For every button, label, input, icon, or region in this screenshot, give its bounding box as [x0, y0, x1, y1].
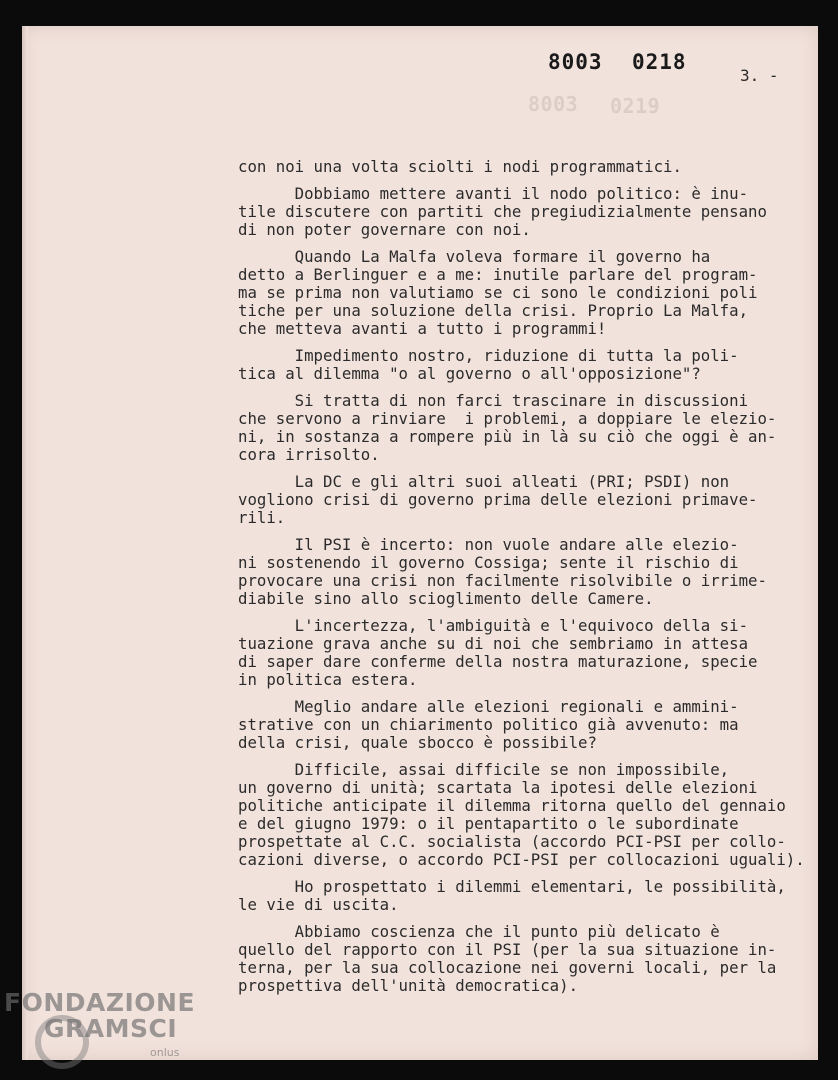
- text-line: L'incertezza, l'ambiguità e l'equivoco della si-: [238, 616, 749, 635]
- bleed-through-number-left: 8003: [528, 92, 579, 116]
- text-line: un governo di unità; scartata la ipotesi delle elezioni: [238, 778, 758, 797]
- watermark-line-1: FONDAZIONE: [4, 988, 196, 1017]
- text-line: di non poter governare con noi.: [238, 220, 531, 239]
- text-line: della crisi, quale sbocco è possibile?: [238, 733, 597, 752]
- text-line: Dobbiamo mettere avanti il nodo politico: è inu-: [238, 184, 749, 203]
- paragraph: [238, 185, 814, 239]
- text-line: quello del rapporto con il PSI (per la sua situazione in-: [238, 940, 777, 959]
- paragraph: [238, 248, 814, 338]
- text-line: prospettiva dell'unità democratica).: [238, 976, 579, 995]
- text-line: ma se prima non valutiamo se ci sono le condizioni poli: [238, 283, 758, 302]
- text-line: ni sostenendo il governo Cossiga; sente il rischio di: [238, 553, 739, 572]
- text-line: Impedimento nostro, riduzione di tutta la poli-: [238, 346, 739, 365]
- text-line: Ho prospettato i dilemmi elementari, le possibilità,: [238, 877, 786, 896]
- text-line: cora irrisolto.: [238, 445, 380, 464]
- paragraph: [238, 923, 814, 995]
- text-line: terna, per la sua collocazione nei governi locali, per la: [238, 958, 777, 977]
- text-line: Si tratta di non farci trascinare in discussioni: [238, 391, 749, 410]
- paragraph: [238, 158, 814, 176]
- text-line: ni, in sostanza a rompere più in là su ciò che oggi è an-: [238, 427, 777, 446]
- bleed-through-number-right: 0219: [610, 94, 661, 118]
- watermark-line-3: onlus: [150, 1046, 180, 1059]
- text-line: tica al dilemma "o al governo o all'opposizione"?: [238, 364, 701, 383]
- text-line: che servono a rinviare i problemi, a doppiare le elezio-: [238, 409, 777, 428]
- text-line: in politica estera.: [238, 670, 418, 689]
- text-line: le vie di uscita.: [238, 895, 399, 914]
- text-line: strative con un chiarimento politico già avvenuto: ma: [238, 715, 739, 734]
- text-line: Abbiamo coscienza che il punto più delicato è: [238, 922, 720, 941]
- text-line: detto a Berlinguer e a me: inutile parlare del program-: [238, 265, 758, 284]
- text-line: Difficile, assai difficile se non impossibile,: [238, 760, 730, 779]
- text-line: tiche per una soluzione della crisi. Proprio La Malfa,: [238, 301, 749, 320]
- text-line: Il PSI è incerto: non vuole andare alle elezio-: [238, 535, 739, 554]
- text-line: prospettate al C.C. socialista (accordo PCI-PSI per collo-: [238, 832, 786, 851]
- text-line: Quando La Malfa voleva formare il governo ha: [238, 247, 711, 266]
- text-line: e del giugno 1979: o il pentapartito o le subordinate: [238, 814, 739, 833]
- paragraph: [238, 392, 814, 464]
- text-line: vogliono crisi di governo prima delle elezioni primave-: [238, 490, 758, 509]
- text-line: Meglio andare alle elezioni regionali e ammini-: [238, 697, 739, 716]
- paragraph: [238, 536, 814, 608]
- text-line: provocare una crisi non facilmente risolvibile o irrime-: [238, 571, 767, 590]
- text-line: con noi una volta sciolti i nodi programmatici.: [238, 157, 682, 176]
- text-line: rili.: [238, 508, 286, 527]
- paragraph: [238, 347, 814, 383]
- text-line: tuazione grava anche su di noi che sembriamo in attesa: [238, 634, 749, 653]
- watermark-line-2: GRAMSCI: [44, 1014, 178, 1043]
- archive-stamp-left: 8003: [548, 50, 603, 74]
- paragraph: [238, 617, 814, 689]
- text-line: tile discutere con partiti che pregiudizialmente pensano: [238, 202, 767, 221]
- paragraph: [238, 761, 814, 869]
- fondazione-gramsci-watermark: [4, 988, 204, 1078]
- text-line: La DC e gli altri suoi alleati (PRI; PSDI) non: [238, 472, 730, 491]
- text-line: diabile sino allo scioglimento delle Camere.: [238, 589, 654, 608]
- text-line: cazioni diverse, o accordo PCI-PSI per collocazioni uguali).: [238, 850, 805, 869]
- paragraph: [238, 473, 814, 527]
- text-line: di saper dare conferme della nostra maturazione, specie: [238, 652, 758, 671]
- archive-stamp-right: 0218: [632, 50, 687, 74]
- page-edge: [22, 26, 28, 1060]
- paragraph: [238, 878, 814, 914]
- paragraph: [238, 698, 814, 752]
- page-number: 3. -: [740, 66, 779, 85]
- text-line: che metteva avanti a tutto i programmi!: [238, 319, 607, 338]
- text-line: politiche anticipate il dilemma ritorna quello del gennaio: [238, 796, 786, 815]
- typewritten-body: [238, 158, 814, 1004]
